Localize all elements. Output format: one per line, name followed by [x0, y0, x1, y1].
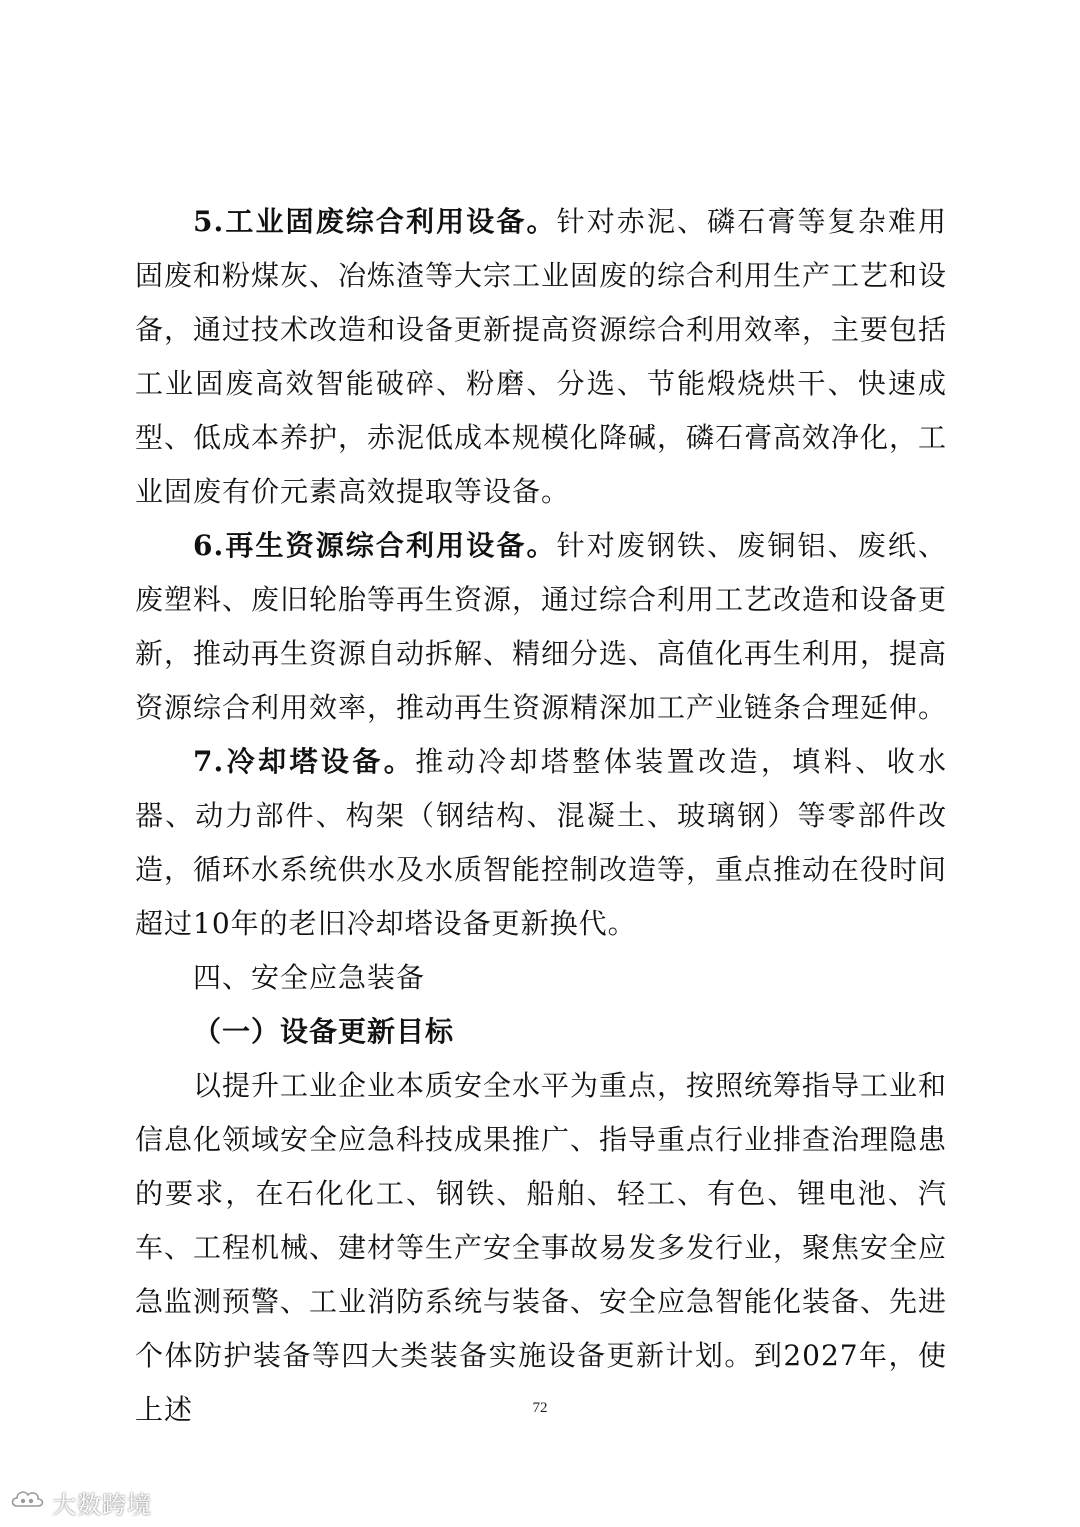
section-heading: 四、安全应急装备	[193, 961, 426, 994]
paragraph-lead: 5.工业固废综合利用设备。	[193, 205, 557, 238]
subsection-heading: （一）设备更新目标	[193, 1015, 455, 1048]
document-body	[135, 195, 947, 1437]
paragraph-text: 推动冷却塔整体装置改造，填料、收水器、动力部件、构架（钢结构、混凝土、玻璃钢）等零部件改造，循环水系统供水及水质智能控制改造等，重点推动在役时间超过10年的老旧冷却塔设备更新换代。	[135, 745, 948, 940]
watermark-text: 大数跨境	[52, 1490, 152, 1519]
paragraph-lead: 6.再生资源综合利用设备。	[193, 529, 557, 562]
paragraph-update-target: 以提升工业企业本质安全水平为重点，按照统筹指导工业和信息化领域安全应急科技成果推广、指导重点行业排查治理隐患的要求，在石化化工、钢铁、船舶、轻工、有色、锂电池、汽车、工程机械、建材等生产安全事故易发多发行业，聚焦安全应急监测预警、工业消防系统与装备、安全应急智能化装备、先进个体防护装备等四大类装备实施设备更新计划。到2027年，使上述	[135, 1069, 948, 1426]
paragraph-lead: 7.冷却塔设备。	[193, 745, 416, 778]
cloud-logo-icon	[8, 1486, 46, 1518]
paragraph-cooling-tower	[135, 735, 947, 951]
paragraph-industrial-solid-waste	[135, 195, 947, 519]
watermark	[8, 1485, 152, 1519]
paragraph-renewable-resources	[135, 519, 947, 735]
page-number: 72	[532, 1400, 548, 1416]
paragraph-text: 针对废钢铁、废铜铝、废纸、废塑料、废旧轮胎等再生资源，通过综合利用工艺改造和设备更新，推动再生资源自动拆解、精细分选、高值化再生利用，提高资源综合利用效率，推动再生资源精深加工产业链条合理延伸。	[135, 529, 948, 724]
paragraph-text: 针对赤泥、磷石膏等复杂难用固废和粉煤灰、冶炼渣等大宗工业固废的综合利用生产工艺和设备，通过技术改造和设备更新提高资源综合利用效率，主要包括工业固废高效智能破碎、粉磨、分选、节能煅烧烘干、快速成型、低成本养护，赤泥低成本规模化降碱，磷石膏高效净化，工业固废有价元素高效提取等设备。	[135, 205, 948, 508]
